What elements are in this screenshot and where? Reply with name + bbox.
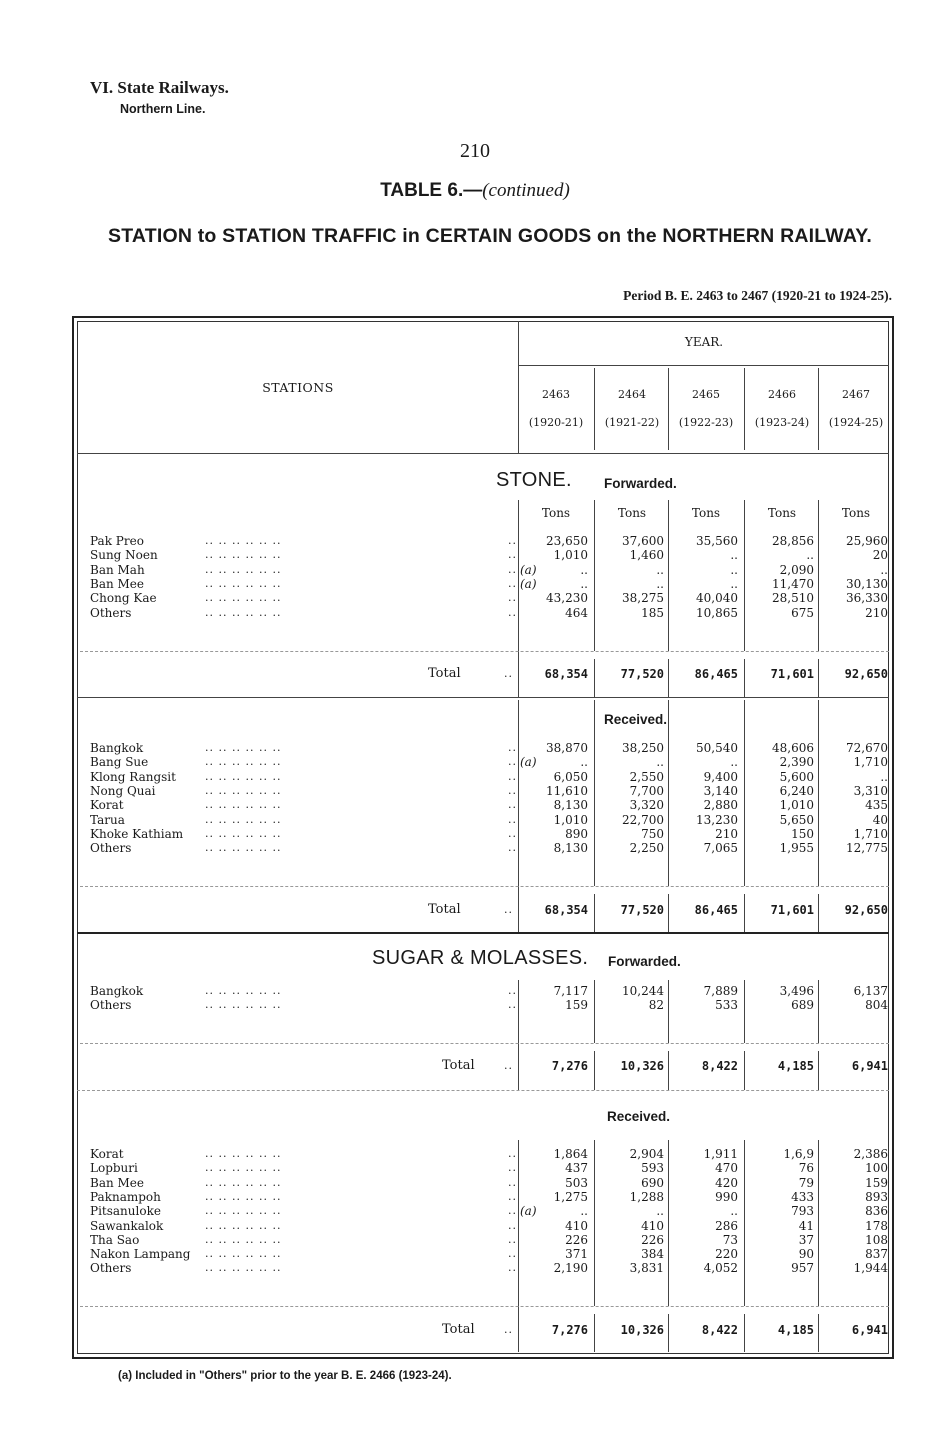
section-title: STONE.: [496, 469, 572, 491]
station-name: Klong Rangsit: [90, 769, 176, 784]
table-cell: 76: [798, 1161, 814, 1176]
leader-dots: ..: [508, 1247, 517, 1261]
total-cell: 6,941: [851, 1059, 888, 1073]
note-marker: (a): [520, 562, 537, 577]
leader-dots: ..: [504, 903, 513, 916]
table-cell: 1,710: [853, 755, 888, 770]
table-cell: 159: [565, 998, 588, 1013]
table-cell: 9,400: [703, 769, 738, 784]
leader-dots: .. .. .. .. .. ..: [205, 1175, 282, 1189]
leader-dots: .. .. .. .. .. ..: [205, 1204, 282, 1218]
table-cell: ..: [730, 562, 738, 577]
leader-dots: ..: [508, 1261, 517, 1275]
table-cell: 1,010: [553, 548, 588, 563]
table-cell: 371: [565, 1247, 588, 1262]
table-cell: ..: [580, 1204, 588, 1219]
station-name: Lopburi: [90, 1161, 138, 1176]
table-cell: 990: [715, 1189, 738, 1204]
table-cell: ..: [656, 1204, 664, 1219]
leader-dots: ..: [508, 562, 517, 576]
leader-dots: .. .. .. .. .. ..: [205, 562, 282, 576]
table-cell: 2,090: [779, 562, 814, 577]
table-cell: 10,865: [696, 605, 738, 620]
table-cell: 1,460: [629, 548, 664, 563]
table-cell: 437: [565, 1161, 588, 1176]
leader-dots: ..: [508, 741, 517, 754]
header-bottom-rule: [77, 453, 889, 454]
table-cell: ..: [656, 755, 664, 770]
table-cell: 690: [641, 1175, 664, 1190]
total-cell: 8,422: [701, 1059, 738, 1073]
leader-dots: .. .. .. .. .. ..: [205, 741, 282, 754]
total-label: Total: [428, 902, 461, 917]
table-cell: 2,190: [553, 1261, 588, 1276]
table-cell: 50,540: [696, 741, 738, 755]
leader-dots: ..: [508, 841, 517, 855]
station-name: Korat: [90, 798, 124, 813]
line-heading: Northern Line.: [120, 102, 206, 116]
table-cell: 73: [722, 1232, 738, 1247]
leader-dots: .. .. .. .. .. ..: [205, 998, 282, 1012]
leader-dots: .. .. .. .. .. ..: [205, 1247, 282, 1261]
table-cell: 3,496: [779, 984, 814, 998]
leader-dots: .. .. .. .. .. ..: [205, 605, 282, 619]
unit-label: Tons: [617, 506, 647, 520]
leader-dots: .. .. .. .. .. ..: [205, 1218, 282, 1232]
table-cell: 2,550: [629, 769, 664, 784]
year-header-rule: [518, 365, 889, 366]
total-rule: [80, 651, 889, 652]
leader-dots: ..: [508, 576, 517, 590]
total-rule: [80, 1043, 889, 1044]
station-name: Ban Mee: [90, 576, 145, 591]
total-cell: 71,601: [770, 903, 814, 917]
leader-dots: .. .. .. .. .. ..: [205, 1232, 282, 1246]
table-cell: 108: [865, 1232, 888, 1247]
table-cell: ..: [730, 548, 738, 563]
table-cell: 159: [865, 1175, 888, 1190]
subsection-label: Received.: [604, 712, 668, 727]
table-cell: 2,250: [629, 841, 664, 856]
table-cell: 226: [565, 1232, 588, 1247]
table-cell: 5,600: [779, 769, 814, 784]
table-cell: 1,864: [553, 1147, 588, 1161]
table-cell: 210: [715, 826, 738, 841]
table-cell: 7,889: [703, 984, 738, 998]
table-cell: 410: [641, 1218, 664, 1233]
table-cell: 6,050: [553, 769, 588, 784]
total-cell: 6,941: [851, 1323, 888, 1337]
leader-dots: .. .. .. .. .. ..: [205, 1147, 282, 1160]
total-cell: 4,185: [777, 1323, 814, 1337]
table-cell: 37: [798, 1232, 814, 1247]
table-cell: 689: [791, 998, 814, 1013]
table-cell: 793: [791, 1204, 814, 1219]
leader-dots: ..: [508, 812, 517, 826]
total-cell: 4,185: [777, 1059, 814, 1073]
year-heading-ce: (1924-25): [828, 416, 884, 429]
leader-dots: ..: [508, 1232, 517, 1246]
leader-dots: .. .. .. .. .. ..: [205, 826, 282, 840]
table-cell: 6,240: [779, 783, 814, 798]
total-cell: 92,650: [844, 667, 888, 681]
block-bottom-rule: [77, 932, 889, 934]
year-heading-be: 2463: [542, 388, 570, 401]
leader-dots: ..: [508, 548, 517, 562]
year-heading-be: 2467: [842, 388, 870, 401]
table-cell: 8,130: [553, 798, 588, 813]
year-heading-be: 2466: [768, 388, 796, 401]
note-marker: (a): [520, 755, 537, 770]
leader-dots: .. .. .. .. .. ..: [205, 576, 282, 590]
total-cell: 8,422: [701, 1323, 738, 1337]
table-cell: 1,955: [779, 841, 814, 856]
table-cell: 20: [872, 548, 888, 563]
table-cell: 4,052: [703, 1261, 738, 1276]
note-marker: (a): [520, 1204, 537, 1219]
leader-dots: ..: [508, 798, 517, 812]
station-name: Others: [90, 1261, 132, 1276]
year-heading-ce: (1923-24): [754, 416, 810, 429]
total-cell: 92,650: [844, 903, 888, 917]
leader-dots: ..: [508, 826, 517, 840]
total-cell: 10,326: [620, 1059, 664, 1073]
table-cell: 25,960: [846, 534, 888, 548]
table-cell: ..: [730, 755, 738, 770]
stations-label: STATIONS: [262, 380, 334, 395]
table-cell: 957: [791, 1261, 814, 1276]
year-heading-be: 2465: [692, 388, 720, 401]
station-name: Others: [90, 998, 132, 1013]
table-cell: 1,010: [779, 798, 814, 813]
subsection-label: Forwarded.: [608, 954, 681, 969]
table-cell: 185: [641, 605, 664, 620]
leader-dots: .. .. .. .. .. ..: [205, 783, 282, 797]
table-cell: 420: [715, 1175, 738, 1190]
year-label: YEAR.: [684, 335, 724, 349]
total-label: Total: [442, 1058, 475, 1073]
total-cell: 7,276: [551, 1059, 588, 1073]
table-cell: 100: [865, 1161, 888, 1176]
table-cell: 3,831: [629, 1261, 664, 1276]
table-cell: 37,600: [622, 534, 664, 548]
table-label: [0, 180, 950, 202]
table-cell: 30,130: [846, 576, 888, 591]
total-cell: 68,354: [544, 903, 588, 917]
station-name: Bangkok: [90, 984, 144, 998]
table-cell: ..: [730, 1204, 738, 1219]
table-cell: 22,700: [622, 812, 664, 827]
leader-dots: ..: [508, 1189, 517, 1203]
table-cell: 43,230: [546, 591, 588, 606]
table-cell: 503: [565, 1175, 588, 1190]
table-cell: 210: [865, 605, 888, 620]
unit-label: Tons: [767, 506, 797, 520]
leader-dots: .. .. .. .. .. ..: [205, 534, 282, 547]
leader-dots: .. .. .. .. .. ..: [205, 548, 282, 562]
table-cell: 40,040: [696, 591, 738, 606]
leader-dots: ..: [508, 984, 517, 997]
table-cell: 893: [865, 1189, 888, 1204]
leader-dots: ..: [508, 1147, 517, 1160]
station-name: Chong Kae: [90, 591, 157, 606]
table-cell: 1,944: [853, 1261, 888, 1276]
station-name: Others: [90, 605, 132, 620]
leader-dots: ..: [508, 605, 517, 619]
table-cell: 3,310: [853, 783, 888, 798]
total-cell: 71,601: [770, 667, 814, 681]
leader-dots: .. .. .. .. .. ..: [205, 812, 282, 826]
table-cell: 2,904: [629, 1147, 664, 1161]
table-cell: 79: [798, 1175, 814, 1190]
table-cell: 1,010: [553, 812, 588, 827]
table-cell: 2,880: [703, 798, 738, 813]
table-cell: 1,275: [553, 1189, 588, 1204]
year-column-divider: [744, 368, 745, 450]
unit-label: Tons: [841, 506, 871, 520]
station-name: Korat: [90, 1147, 124, 1161]
table-cell: ..: [730, 576, 738, 591]
total-label: Total: [442, 1322, 475, 1337]
leader-dots: .. .. .. .. .. ..: [205, 591, 282, 605]
section-title: SUGAR & MOLASSES.: [372, 947, 589, 969]
year-heading-ce: (1920-21): [528, 416, 584, 429]
leader-dots: .. .. .. .. .. ..: [205, 755, 282, 769]
leader-dots: .. .. .. .. .. ..: [205, 984, 282, 997]
leader-dots: .. .. .. .. .. ..: [205, 1161, 282, 1175]
period-label: Period B. E. 2463 to 2467 (1920-21 to 1924-25).: [623, 288, 892, 303]
table-cell: 38,275: [622, 591, 664, 606]
table-cell: 11,610: [546, 783, 588, 798]
total-cell: 77,520: [620, 667, 664, 681]
table-cell: 41: [798, 1218, 814, 1233]
footnote: (a) Included in "Others" prior to the year B. E. 2466 (1923-24).: [118, 1370, 452, 1382]
table-cell: 8,130: [553, 841, 588, 856]
leader-dots: ..: [508, 755, 517, 769]
table-cell: 593: [641, 1161, 664, 1176]
table-cell: 11,470: [772, 576, 814, 591]
leader-dots: ..: [504, 1059, 513, 1072]
table-cell: 220: [715, 1247, 738, 1262]
unit-label: Tons: [691, 506, 721, 520]
subsection-label: Received.: [607, 1109, 671, 1124]
total-cell: 10,326: [620, 1323, 664, 1337]
table-cell: 7,700: [629, 783, 664, 798]
table-cell: 178: [865, 1218, 888, 1233]
table-cell: 48,606: [772, 741, 814, 755]
table-cell: 1,710: [853, 826, 888, 841]
table-cell: 1,288: [629, 1189, 664, 1204]
table-cell: ..: [580, 576, 588, 591]
year-column-divider: [818, 368, 819, 450]
table-cell: ..: [656, 562, 664, 577]
total-rule: [80, 1306, 889, 1307]
unit-label: Tons: [541, 506, 571, 520]
leader-dots: ..: [508, 1161, 517, 1175]
table-cell: 533: [715, 998, 738, 1013]
leader-dots: ..: [504, 1323, 513, 1336]
table-cell: 1,911: [703, 1147, 738, 1161]
table-cell: ..: [656, 576, 664, 591]
table-cell: 890: [565, 826, 588, 841]
table-cell: 23,650: [546, 534, 588, 548]
table-cell: 804: [865, 998, 888, 1013]
station-name: Tha Sao: [90, 1232, 140, 1247]
table-cell: ..: [806, 548, 814, 563]
station-name: Pitsanuloke: [90, 1204, 161, 1219]
table-cell: 28,856: [772, 534, 814, 548]
table-cell: 7,065: [703, 841, 738, 856]
leader-dots: .. .. .. .. .. ..: [205, 1261, 282, 1275]
table-cell: 13,230: [696, 812, 738, 827]
table-cell: 2,390: [779, 755, 814, 770]
leader-dots: ..: [504, 667, 513, 680]
table-cell: 2,386: [853, 1147, 888, 1161]
table-cell: 28,510: [772, 591, 814, 606]
station-name: Nong Quai: [90, 783, 156, 798]
year-heading-ce: (1921-22): [604, 416, 660, 429]
station-name: Sung Noen: [90, 548, 158, 563]
leader-dots: ..: [508, 769, 517, 783]
table-cell: 10,244: [622, 984, 664, 998]
table-cell: 40: [872, 812, 888, 827]
table-number: TABLE 6.—: [380, 180, 483, 201]
table-cell: 1,6,9: [783, 1147, 814, 1161]
station-name: Pak Preo: [90, 534, 144, 548]
page-title: STATION to STATION TRAFFIC in CERTAIN GOODS on the NORTHERN RAILWAY.: [108, 225, 872, 247]
total-cell: 7,276: [551, 1323, 588, 1337]
year-heading-be: 2464: [618, 388, 646, 401]
subsection-label: Forwarded.: [604, 476, 677, 491]
leader-dots: .. .. .. .. .. ..: [205, 841, 282, 855]
leader-dots: ..: [508, 1218, 517, 1232]
leader-dots: ..: [508, 1175, 517, 1189]
year-heading-ce: (1922-23): [678, 416, 734, 429]
station-name: Bang Sue: [90, 755, 149, 770]
table-cell: 3,320: [629, 798, 664, 813]
table-cell: 435: [865, 798, 888, 813]
table-cell: 433: [791, 1189, 814, 1204]
total-cell: 86,465: [694, 903, 738, 917]
total-cell: 68,354: [544, 667, 588, 681]
station-name: Bangkok: [90, 741, 144, 755]
table-cell: ..: [880, 562, 888, 577]
station-name: Others: [90, 841, 132, 856]
section-heading: VI. State Railways.: [90, 78, 229, 97]
table-cell: 3,140: [703, 783, 738, 798]
year-column-divider: [668, 368, 669, 450]
station-name: Paknampoh: [90, 1189, 161, 1204]
stations-column-divider: [518, 321, 519, 453]
leader-dots: ..: [508, 534, 517, 547]
note-marker: (a): [520, 576, 537, 591]
table-cell: 750: [641, 826, 664, 841]
station-name: Ban Mee: [90, 1175, 145, 1190]
year-column-divider: [594, 368, 595, 450]
table-cell: 286: [715, 1218, 738, 1233]
table-cell: 38,870: [546, 741, 588, 755]
page-number: 210: [460, 140, 490, 162]
table-cell: 675: [791, 605, 814, 620]
table-cell: 470: [715, 1161, 738, 1176]
station-name: Khoke Kathiam: [90, 826, 184, 841]
table-cell: 464: [565, 605, 588, 620]
leader-dots: ..: [508, 998, 517, 1012]
table-cell: 384: [641, 1247, 664, 1262]
table-cell: ..: [580, 755, 588, 770]
leader-dots: ..: [508, 591, 517, 605]
table-cell: 12,775: [846, 841, 888, 856]
table-cell: 72,670: [846, 741, 888, 755]
leader-dots: .. .. .. .. .. ..: [205, 769, 282, 783]
table-cell: ..: [580, 562, 588, 577]
table-cell: 5,650: [779, 812, 814, 827]
total-label: Total: [428, 666, 461, 681]
leader-dots: ..: [508, 1204, 517, 1218]
table-cell: 82: [648, 998, 664, 1013]
table-cell: 35,560: [696, 534, 738, 548]
total-cell: 86,465: [694, 667, 738, 681]
total-rule: [80, 886, 889, 887]
block-bottom-rule: [77, 697, 889, 698]
table-cell: 7,117: [553, 984, 588, 998]
table-cell: 6,137: [853, 984, 888, 998]
table-cell: ..: [880, 769, 888, 784]
leader-dots: .. .. .. .. .. ..: [205, 1189, 282, 1203]
total-cell: 77,520: [620, 903, 664, 917]
table-cell: 90: [798, 1247, 814, 1262]
station-name: Nakon Lampang: [90, 1247, 191, 1262]
table-continued: (continued): [482, 180, 570, 201]
table-cell: 150: [791, 826, 814, 841]
table-cell: 226: [641, 1232, 664, 1247]
table-cell: 38,250: [622, 741, 664, 755]
station-name: Sawankalok: [90, 1218, 164, 1233]
table-cell: 410: [565, 1218, 588, 1233]
leader-dots: .. .. .. .. .. ..: [205, 798, 282, 812]
leader-dots: ..: [508, 783, 517, 797]
station-name: Ban Mah: [90, 562, 145, 577]
table-cell: 836: [865, 1204, 888, 1219]
block-bottom-rule: [77, 1090, 889, 1091]
table-cell: 837: [865, 1247, 888, 1262]
station-name: Tarua: [90, 812, 125, 827]
table-cell: 36,330: [846, 591, 888, 606]
